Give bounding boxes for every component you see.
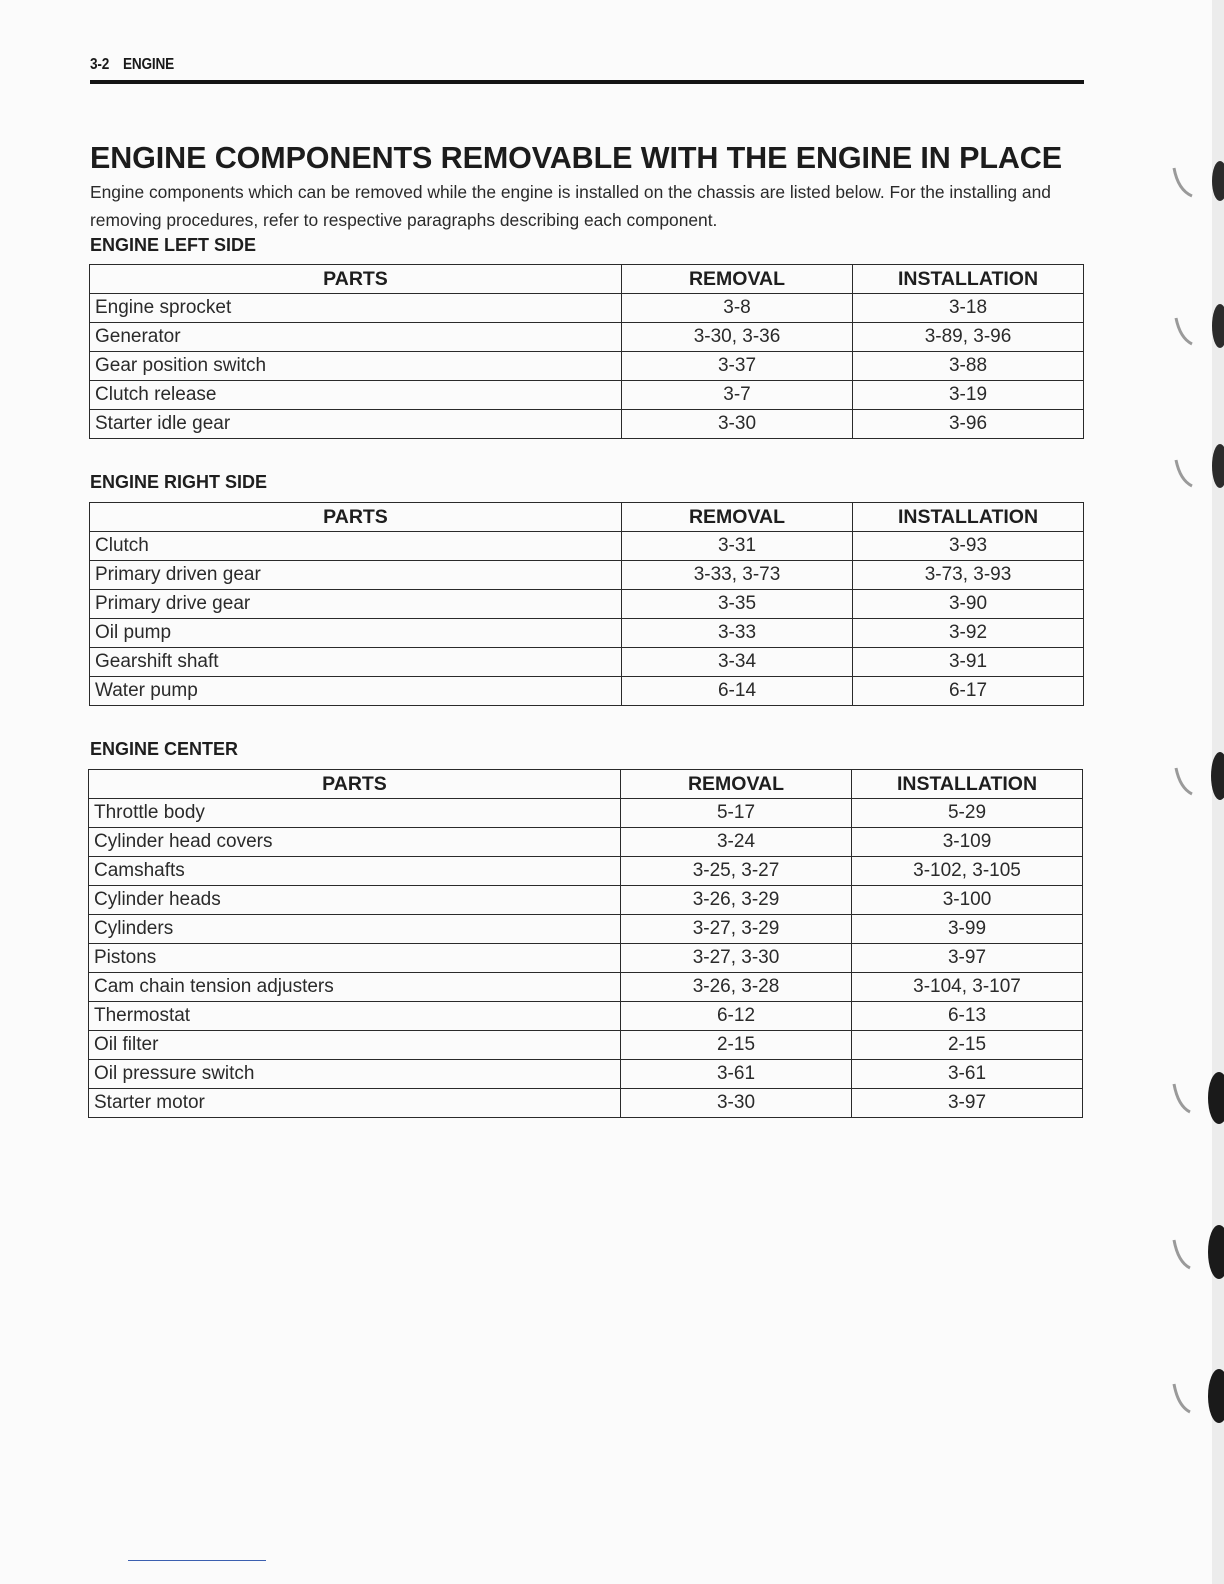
removal-ref: 3-24 — [621, 828, 852, 857]
removal-ref: 3-33, 3-73 — [622, 561, 853, 590]
installation-ref: 2-15 — [852, 1031, 1083, 1060]
part-name: Pistons — [89, 944, 621, 973]
table-row — [89, 799, 1083, 828]
page-number: 3-2 — [90, 56, 110, 73]
part-name: Clutch — [90, 532, 622, 561]
table-header-row — [90, 265, 1084, 294]
section-label-center: ENGINE CENTER — [90, 739, 239, 759]
installation-ref: 3-90 — [853, 590, 1084, 619]
table-header-row — [89, 770, 1083, 799]
binder-hole-5 — [1174, 1072, 1224, 1124]
part-name: Cylinders — [89, 915, 621, 944]
installation-ref: 5-29 — [852, 799, 1083, 828]
table-row — [89, 828, 1083, 857]
installation-ref: 3-89, 3-96 — [853, 323, 1084, 352]
removal-ref: 3-30 — [622, 410, 853, 439]
removal-ref: 3-8 — [622, 294, 853, 323]
installation-ref: 3-18 — [853, 294, 1084, 323]
installation-ref: 3-88 — [853, 352, 1084, 381]
installation-ref: 3-97 — [852, 944, 1083, 973]
installation-ref: 3-96 — [853, 410, 1084, 439]
section-name: ENGINE — [122, 56, 175, 73]
removal-ref: 3-26, 3-29 — [621, 886, 852, 915]
intro-paragraph: Engine components which can be removed while the engine is installed on the chassis are listed below. For the installing and removing procedures, refer to respective paragraphs describing each component. — [90, 182, 1051, 230]
part-name: Gear position switch — [90, 352, 622, 381]
removal-ref: 3-33 — [622, 619, 853, 648]
table-header-row — [90, 503, 1084, 532]
binder-hole-1 — [1174, 161, 1224, 201]
table-row — [89, 973, 1083, 1002]
removal-ref: 5-17 — [621, 799, 852, 828]
table-right-side — [89, 502, 1084, 706]
binder-hole-7 — [1174, 1369, 1224, 1423]
section-label-right-side: ENGINE RIGHT SIDE — [90, 472, 268, 492]
part-name: Cam chain tension adjusters — [89, 973, 621, 1002]
table-row — [90, 677, 1084, 706]
binder-hole-6 — [1174, 1225, 1224, 1279]
header-installation: INSTALLATION — [852, 770, 1083, 799]
table-row — [90, 590, 1084, 619]
removal-ref: 3-26, 3-28 — [621, 973, 852, 1002]
footer-rule — [128, 1560, 266, 1561]
installation-ref: 3-99 — [852, 915, 1083, 944]
header-parts: PARTS — [90, 265, 622, 294]
removal-ref: 3-7 — [622, 381, 853, 410]
table-row — [90, 648, 1084, 677]
table-row — [90, 410, 1084, 439]
table-row — [89, 857, 1083, 886]
binder-hole-marks — [1164, 0, 1224, 1584]
removal-ref: 3-27, 3-29 — [621, 915, 852, 944]
part-name: Thermostat — [89, 1002, 621, 1031]
page-header — [90, 56, 174, 74]
installation-ref: 3-93 — [853, 532, 1084, 561]
removal-ref: 3-34 — [622, 648, 853, 677]
part-name: Gearshift shaft — [90, 648, 622, 677]
header-removal: REMOVAL — [621, 770, 852, 799]
installation-ref: 3-100 — [852, 886, 1083, 915]
table-row — [89, 944, 1083, 973]
header-installation: INSTALLATION — [853, 503, 1084, 532]
removal-ref: 3-31 — [622, 532, 853, 561]
removal-ref: 2-15 — [621, 1031, 852, 1060]
table-center — [88, 769, 1083, 1118]
part-name: Starter idle gear — [90, 410, 622, 439]
table-row — [89, 1031, 1083, 1060]
table-row — [90, 352, 1084, 381]
header-removal: REMOVAL — [622, 265, 853, 294]
installation-ref: 3-97 — [852, 1089, 1083, 1118]
part-name: Cylinder heads — [89, 886, 621, 915]
header-parts: PARTS — [89, 770, 621, 799]
table-row — [89, 915, 1083, 944]
part-name: Primary drive gear — [90, 590, 622, 619]
removal-ref: 3-61 — [621, 1060, 852, 1089]
installation-ref: 3-104, 3-107 — [852, 973, 1083, 1002]
part-name: Camshafts — [89, 857, 621, 886]
part-name: Clutch release — [90, 381, 622, 410]
table-row — [90, 561, 1084, 590]
table-row — [89, 1002, 1083, 1031]
table-row — [90, 381, 1084, 410]
part-name: Water pump — [90, 677, 622, 706]
removal-ref: 3-30, 3-36 — [622, 323, 853, 352]
binder-hole-2 — [1176, 304, 1224, 348]
removal-ref: 6-14 — [622, 677, 853, 706]
removal-ref: 3-25, 3-27 — [621, 857, 852, 886]
removal-ref: 3-35 — [622, 590, 853, 619]
removal-ref: 3-30 — [621, 1089, 852, 1118]
part-name: Generator — [90, 323, 622, 352]
part-name: Oil pump — [90, 619, 622, 648]
part-name: Throttle body — [89, 799, 621, 828]
section-label-left-side: ENGINE LEFT SIDE — [90, 235, 257, 255]
table-row — [90, 532, 1084, 561]
table-row — [89, 1060, 1083, 1089]
table-row — [90, 619, 1084, 648]
installation-ref: 3-109 — [852, 828, 1083, 857]
installation-ref: 3-92 — [853, 619, 1084, 648]
part-name: Primary driven gear — [90, 561, 622, 590]
part-name: Cylinder head covers — [89, 828, 621, 857]
header-parts: PARTS — [90, 503, 622, 532]
binder-hole-3 — [1176, 444, 1224, 488]
binder-hole-4 — [1176, 752, 1224, 800]
removal-ref: 3-37 — [622, 352, 853, 381]
installation-ref: 3-91 — [853, 648, 1084, 677]
installation-ref: 6-13 — [852, 1002, 1083, 1031]
table-row — [89, 886, 1083, 915]
part-name: Engine sprocket — [90, 294, 622, 323]
installation-ref: 3-19 — [853, 381, 1084, 410]
part-name: Oil pressure switch — [89, 1060, 621, 1089]
installation-ref: 6-17 — [853, 677, 1084, 706]
installation-ref: 3-73, 3-93 — [853, 561, 1084, 590]
header-removal: REMOVAL — [622, 503, 853, 532]
table-row — [90, 294, 1084, 323]
table-row — [90, 323, 1084, 352]
removal-ref: 6-12 — [621, 1002, 852, 1031]
part-name: Oil filter — [89, 1031, 621, 1060]
header-rule — [90, 80, 1084, 84]
table-row — [89, 1089, 1083, 1118]
header-installation: INSTALLATION — [853, 265, 1084, 294]
installation-ref: 3-102, 3-105 — [852, 857, 1083, 886]
removal-ref: 3-27, 3-30 — [621, 944, 852, 973]
page-title: ENGINE COMPONENTS REMOVABLE WITH THE ENGINE IN PLACE — [90, 141, 1062, 175]
installation-ref: 3-61 — [852, 1060, 1083, 1089]
table-left-side — [89, 264, 1084, 439]
part-name: Starter motor — [89, 1089, 621, 1118]
